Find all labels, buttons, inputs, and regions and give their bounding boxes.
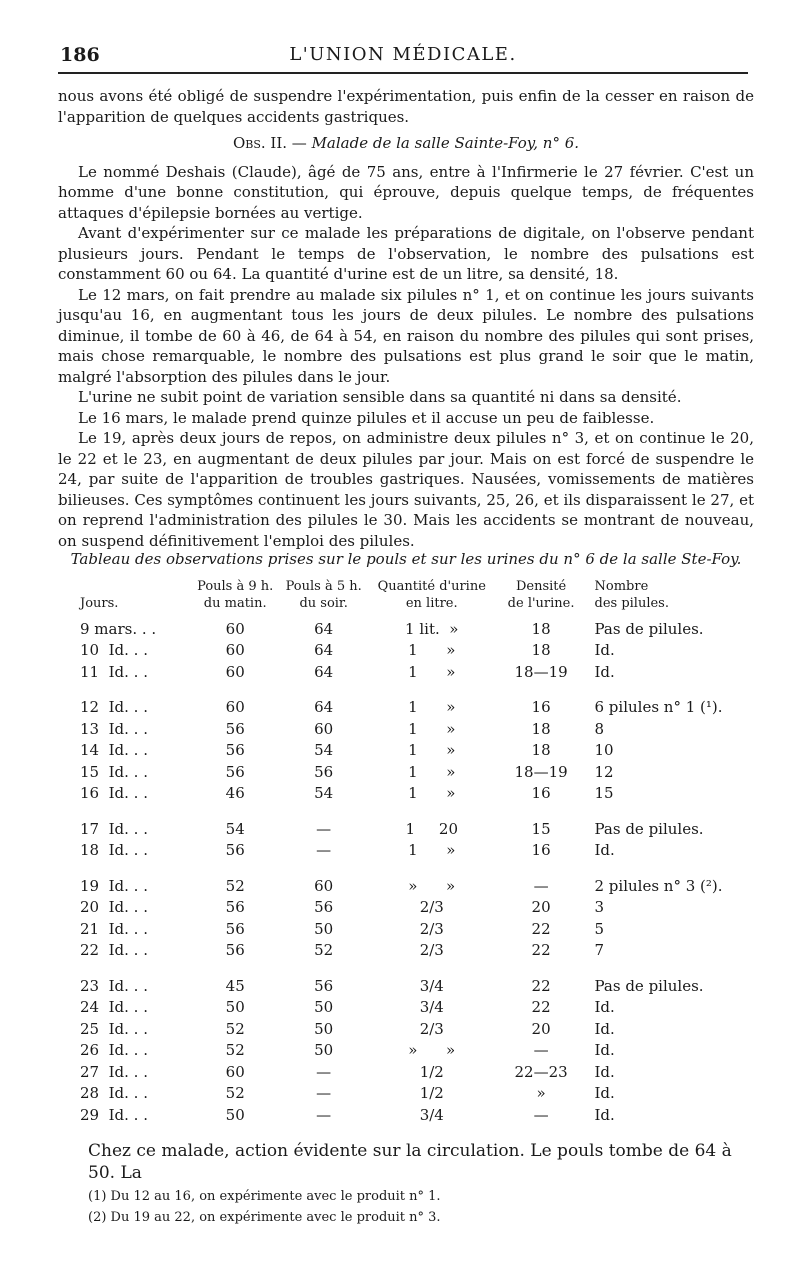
cell-pill-count: Id.: [594, 1019, 615, 1038]
cell-pulse-morning: 52: [225, 876, 245, 895]
cell-pill-count: Id.: [594, 841, 615, 860]
cell-day: 24 Id. . .: [80, 998, 148, 1017]
cell-pill-count: Pas de pilules.: [594, 619, 704, 638]
table-row: [80, 718, 740, 740]
cell-pill-count: Id.: [594, 1041, 615, 1060]
table-row: [80, 940, 740, 962]
cell-urine-quantity: 2/3: [419, 898, 444, 917]
obs-paragraph: Le 12 mars, on fait prendre au malade six pilules n° 1, et on continue les jours suivants jusqu'au 16, en augmentant tous les jours de deux pilules. Le nombre des pulsations diminue, il tombe de 60 à 46, de 64 à 54, en raison du nombre des pilules qui sont prises, mais chose remarquable, le nombre des pulsations est plus grand le soir que le matin, malgré l'absorption des pilules dans le jour.: [58, 285, 754, 386]
cell-pulse-evening: 64: [314, 698, 334, 717]
cell-urine-quantity: 1 »: [408, 762, 456, 781]
cell-urine-density: 15: [531, 819, 551, 838]
cell-pill-count: 12: [594, 762, 614, 781]
cell-pulse-morning: 56: [225, 719, 245, 738]
cell-pill-count: Id.: [594, 998, 615, 1017]
table-row: [80, 1040, 740, 1062]
observation-title: Malade de la salle Sainte-Foy, n° 6.: [311, 134, 580, 152]
cell-pulse-morning: 60: [225, 698, 245, 717]
cell-day: 26 Id. . .: [80, 1041, 148, 1060]
cell-urine-quantity: 2/3: [419, 1019, 444, 1038]
cell-urine-density: 16: [531, 698, 551, 717]
table-row: [80, 618, 740, 640]
page-number: 186: [60, 44, 100, 66]
cell-pulse-evening: 60: [314, 719, 334, 738]
cell-urine-density: 18—19: [514, 662, 568, 681]
cell-pulse-evening: 56: [314, 898, 334, 917]
cell-urine-density: 22—23: [514, 1062, 568, 1081]
table-header-row: [80, 578, 740, 618]
cell-pulse-evening: —: [316, 1084, 332, 1103]
cell-pill-count: 10: [594, 741, 614, 760]
header-text: de l'urine.: [507, 596, 575, 611]
cell-urine-density: 20: [531, 1019, 551, 1038]
table-body: [80, 618, 740, 1126]
cell-urine-quantity: 1 »: [408, 641, 456, 660]
cell-urine-density: 22: [531, 998, 551, 1017]
cell-urine-quantity: 3/4: [419, 976, 444, 995]
header-text: Pouls à 9 h.: [197, 579, 274, 594]
cell-day: 20 Id. . .: [80, 898, 148, 917]
cell-pulse-morning: 50: [225, 1105, 245, 1124]
cell-pill-count: Pas de pilules.: [594, 819, 704, 838]
cell-day: 28 Id. . .: [80, 1084, 148, 1103]
header-day-label: Jours.: [80, 596, 119, 611]
cell-day: 11 Id. . .: [80, 662, 148, 681]
cell-urine-density: —: [533, 876, 549, 895]
cell-urine-quantity: 2/3: [419, 941, 444, 960]
cell-pill-count: Id.: [594, 1062, 615, 1081]
cell-day: 19 Id. . .: [80, 876, 148, 895]
cell-day: 27 Id. . .: [80, 1062, 148, 1081]
footnote: (2) Du 19 au 22, on expérimente avec le produit n° 3.: [88, 1210, 441, 1225]
table-row: [80, 1104, 740, 1126]
cell-urine-quantity: 1 »: [408, 698, 456, 717]
cell-day: 18 Id. . .: [80, 841, 148, 860]
cell-urine-quantity: 3/4: [419, 998, 444, 1017]
cell-pulse-evening: 54: [314, 784, 334, 803]
table-row: [80, 761, 740, 783]
cell-pulse-evening: —: [316, 1105, 332, 1124]
cell-day: 12 Id. . .: [80, 698, 148, 717]
cell-day: 9 mars. . .: [80, 619, 157, 638]
table-row: [80, 640, 740, 662]
cell-pulse-evening: 56: [314, 762, 334, 781]
observation-heading: [58, 133, 754, 154]
cell-urine-density: 22: [531, 941, 551, 960]
cell-pulse-evening: 50: [314, 1041, 334, 1060]
conclusion-text: Chez ce malade, action évidente sur la circulation. Le pouls tombe de 64 à 50. La: [88, 1141, 732, 1183]
cell-urine-density: 16: [531, 784, 551, 803]
cell-urine-quantity: 1/2: [419, 1084, 444, 1103]
table-row: [80, 783, 740, 805]
cell-pill-count: 2 pilules n° 3 (²).: [594, 876, 723, 895]
cell-day: 21 Id. . .: [80, 919, 148, 938]
footnote: (1) Du 12 au 16, on expérimente avec le produit n° 1.: [88, 1189, 441, 1204]
cell-pill-count: 3: [594, 898, 605, 917]
cell-pulse-morning: 46: [225, 784, 245, 803]
table-row: [80, 740, 740, 762]
cell-urine-quantity: 1 »: [408, 784, 456, 803]
cell-urine-density: 16: [531, 841, 551, 860]
cell-day: 16 Id. . .: [80, 784, 148, 803]
header-pulse-morning: [191, 578, 280, 618]
header-text: en litre.: [405, 596, 458, 611]
header-text: Quantité d'urine: [377, 579, 486, 594]
cell-pulse-morning: 56: [225, 919, 245, 938]
cell-urine-density: —: [533, 1105, 549, 1124]
header-pulse-evening: [279, 578, 367, 618]
cell-day: 15 Id. . .: [80, 762, 148, 781]
cell-pulse-evening: 50: [314, 1019, 334, 1038]
paragraph-continuation: nous avons été obligé de suspendre l'expérimentation, puis enfin de la cesser en raison de l'apparition de quelques accidents gastriques.: [58, 87, 754, 126]
table-row: [80, 961, 740, 997]
obs-paragraph: Le nommé Deshais (Claude), âgé de 75 ans, entre à l'Infirmerie le 27 février. C'est un homme d'une bonne constitution, qui éprouve, depuis quelque temps, de fréquentes attaques d'épilepsie bornées au vertige.: [58, 162, 754, 222]
cell-day: 10 Id. . .: [80, 641, 148, 660]
table-row: [80, 1018, 740, 1040]
cell-pill-count: Id.: [594, 1084, 615, 1103]
table-title: Tableau des observations prises sur le pouls et sur les urines du n° 6 de la salle Ste-Foy.: [70, 550, 742, 568]
cell-pulse-morning: 50: [225, 998, 245, 1017]
page-header: [58, 38, 748, 74]
observation-table: [80, 578, 740, 1126]
cell-urine-density: 18: [531, 619, 551, 638]
cell-pulse-morning: 56: [225, 941, 245, 960]
cell-urine-quantity: 1 »: [408, 719, 456, 738]
cell-pulse-morning: 56: [225, 741, 245, 760]
cell-pill-count: 8: [594, 719, 605, 738]
cell-pill-count: 6 pilules n° 1 (¹).: [594, 698, 723, 717]
cell-day: 14 Id. . .: [80, 741, 148, 760]
header-urine-quantity: [368, 578, 496, 618]
table-row: [80, 997, 740, 1019]
cell-pulse-evening: —: [316, 1062, 332, 1081]
cell-urine-density: 18: [531, 741, 551, 760]
cell-pulse-morning: 45: [225, 976, 245, 995]
cell-pulse-morning: 60: [225, 619, 245, 638]
cell-pill-count: 5: [594, 919, 605, 938]
cell-day: 25 Id. . .: [80, 1019, 148, 1038]
cell-pill-count: Id.: [594, 1105, 615, 1124]
cell-pulse-morning: 56: [225, 762, 245, 781]
cell-day: 17 Id. . .: [80, 819, 148, 838]
cell-pill-count: Pas de pilules.: [594, 976, 704, 995]
cell-pulse-evening: 52: [314, 941, 334, 960]
cell-pulse-evening: 50: [314, 919, 334, 938]
cell-urine-density: 18: [531, 641, 551, 660]
header-text: du matin.: [203, 596, 267, 611]
cell-urine-quantity: 1 20: [405, 819, 458, 838]
table-row: [80, 918, 740, 940]
table-row: [80, 861, 740, 897]
cell-pulse-evening: —: [316, 819, 332, 838]
obs-paragraph: L'urine ne subit point de variation sensible dans sa quantité ni dans sa densité.: [78, 388, 682, 406]
header-text: Pouls à 5 h.: [285, 579, 362, 594]
obs-paragraph: Le 16 mars, le malade prend quinze pilules et il accuse un peu de faiblesse.: [78, 408, 655, 427]
cell-pulse-morning: 52: [225, 1041, 245, 1060]
cell-pulse-morning: 56: [225, 841, 245, 860]
table-row: [80, 683, 740, 719]
table-row: [80, 1083, 740, 1105]
cell-pulse-morning: 52: [225, 1019, 245, 1038]
obs-paragraph: Le 19, après deux jours de repos, on administre deux pilules n° 3, et on continue le 20, le 22 et le 23, en augmentant de deux pilules par jour. Mais on est forcé de suspendre le 24, par suite de l'apparition de troubles gastriques. Nausées, vomissements de matières bilieuses. Ces symptômes continuent les jours suivants, 25, 26, et ils disparaissent le 27, et on reprend l'administration des pilules le 30. Mais les accidents se montrant de nouveau, on suspend définitivement l'emploi des pilules.: [58, 429, 754, 550]
cell-urine-quantity: 1 »: [408, 741, 456, 760]
cell-pulse-evening: 64: [314, 619, 334, 638]
cell-pill-count: Id.: [594, 662, 615, 681]
cell-pulse-morning: 60: [225, 641, 245, 660]
cell-urine-density: 18—19: [514, 762, 568, 781]
cell-urine-density: 22: [531, 919, 551, 938]
table-row: [80, 804, 740, 840]
observation-label: Obs. II. —: [232, 134, 307, 152]
cell-urine-quantity: 2/3: [419, 919, 444, 938]
table-row: [80, 840, 740, 862]
header-day: [80, 578, 191, 618]
header-urine-density: [496, 578, 587, 618]
cell-pill-count: 15: [594, 784, 614, 803]
header-text: des pilules.: [594, 596, 669, 611]
cell-urine-density: —: [533, 1041, 549, 1060]
cell-pulse-morning: 52: [225, 1084, 245, 1103]
cell-pill-count: 7: [594, 941, 605, 960]
cell-pill-count: Id.: [594, 641, 615, 660]
table-row: [80, 1061, 740, 1083]
cell-pulse-evening: 56: [314, 976, 334, 995]
cell-pulse-evening: 64: [314, 641, 334, 660]
cell-urine-quantity: 1/2: [419, 1062, 444, 1081]
cell-pulse-evening: —: [316, 841, 332, 860]
cell-pulse-evening: 60: [314, 876, 334, 895]
cell-day: 29 Id. . .: [80, 1105, 148, 1124]
obs-paragraph: Avant d'expérimenter sur ce malade les préparations de digitale, on l'observe pendant plusieurs jours. Pendant le temps de l'observation, le nombre des pulsations est constamment 60 ou 64. La quantité d'urine est de un litre, sa densité, 18.: [58, 224, 754, 283]
cell-urine-density: 18: [531, 719, 551, 738]
cell-day: 23 Id. . .: [80, 976, 148, 995]
cell-pulse-morning: 60: [225, 1062, 245, 1081]
cell-urine-quantity: 3/4: [419, 1105, 444, 1124]
footnotes: [88, 1186, 748, 1228]
running-title: L'UNION MÉDICALE.: [289, 44, 517, 65]
cell-pulse-morning: 56: [225, 898, 245, 917]
cell-pulse-morning: 54: [225, 819, 245, 838]
cell-urine-quantity: » »: [408, 1041, 456, 1060]
cell-pulse-evening: 54: [314, 741, 334, 760]
cell-pulse-evening: 64: [314, 662, 334, 681]
cell-urine-density: 20: [531, 898, 551, 917]
cell-urine-density: 22: [531, 976, 551, 995]
cell-pulse-evening: 50: [314, 998, 334, 1017]
table-row: [80, 661, 740, 683]
cell-urine-quantity: 1 »: [408, 662, 456, 681]
cell-urine-quantity: 1 »: [408, 841, 456, 860]
cell-day: 22 Id. . .: [80, 941, 148, 960]
header-text: du soir.: [299, 596, 348, 611]
cell-urine-density: »: [536, 1084, 546, 1103]
header-text: Densité: [515, 579, 567, 594]
cell-urine-quantity: 1 lit. »: [405, 619, 459, 638]
cell-day: 13 Id. . .: [80, 719, 148, 738]
header-text: Nombre: [594, 579, 649, 594]
body-text: [58, 86, 754, 551]
cell-pulse-morning: 60: [225, 662, 245, 681]
header-pill-count: [587, 578, 741, 618]
cell-urine-quantity: » »: [408, 876, 456, 895]
table-row: [80, 897, 740, 919]
